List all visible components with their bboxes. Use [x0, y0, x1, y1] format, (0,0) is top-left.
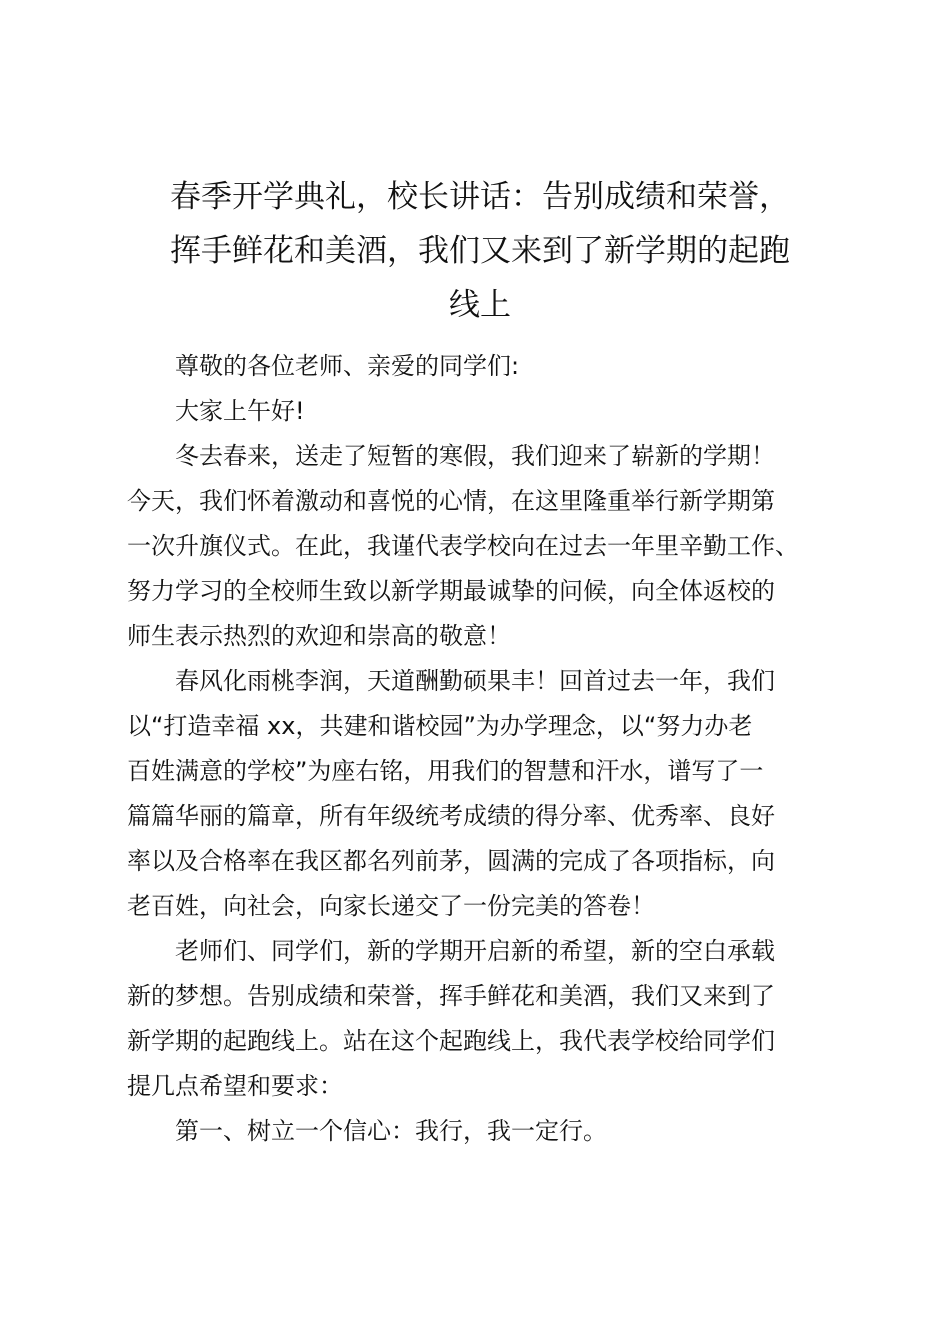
paragraph-line: 老师们、同学们，新的学期开启新的希望，新的空白承载 [175, 937, 775, 965]
point-1: 第一、树立一个信心：我行，我一定行。 [175, 1117, 607, 1145]
paragraph-line: 今天，我们怀着激动和喜悦的心情，在这里隆重举行新学期第 [127, 487, 775, 515]
paragraph-line: 冬去春来，送走了短暂的寒假，我们迎来了崭新的学期！ [175, 442, 775, 470]
paragraph-line: 春风化雨桃李润，天道酬勤硕果丰！回首过去一年，我们 [175, 667, 775, 695]
paragraph-line: 努力学习的全校师生致以新学期最诚挚的问候，向全体返校的 [127, 577, 775, 605]
document-body [127, 344, 833, 1154]
title-line: 线上 [449, 287, 511, 323]
greeting: 尊敬的各位老师、亲爱的同学们: [175, 352, 520, 380]
paragraph-line: 新的梦想。告别成绩和荣誉，挥手鲜花和美酒，我们又来到了 [127, 982, 775, 1010]
paragraph-line: 以“打造幸福 xx，共建和谐校园”为办学理念，以“努力办老 [127, 712, 753, 740]
title-line: 挥手鲜花和美酒，我们又来到了新学期的起跑 [170, 233, 790, 269]
document-page [127, 170, 833, 1154]
paragraph-2 [127, 659, 833, 929]
paragraph-line: 率以及合格率在我区都名列前茅，圆满的完成了各项指标，向 [127, 847, 775, 875]
salutation: 大家上午好! [175, 397, 305, 425]
paragraph-line: 师生表示热烈的欢迎和崇高的敬意！ [127, 622, 511, 650]
paragraph-line: 老百姓，向社会，向家长递交了一份完美的答卷！ [127, 892, 655, 920]
paragraph-line: 篇篇华丽的篇章，所有年级统考成绩的得分率、优秀率、良好 [127, 802, 775, 830]
document-title [127, 170, 833, 332]
title-line: 春季开学典礼，校长讲话：告别成绩和荣誉， [170, 179, 790, 215]
paragraph-line: 一次升旗仪式。在此，我谨代表学校向在过去一年里辛勤工作、 [127, 532, 799, 560]
paragraph-line: 提几点希望和要求： [127, 1072, 343, 1100]
paragraph-1 [127, 434, 833, 659]
paragraph-line: 百姓满意的学校”为座右铭，用我们的智慧和汗水，谱写了一 [127, 757, 764, 785]
paragraph-3 [127, 929, 833, 1109]
paragraph-line: 新学期的起跑线上。站在这个起跑线上，我代表学校给同学们 [127, 1027, 775, 1055]
